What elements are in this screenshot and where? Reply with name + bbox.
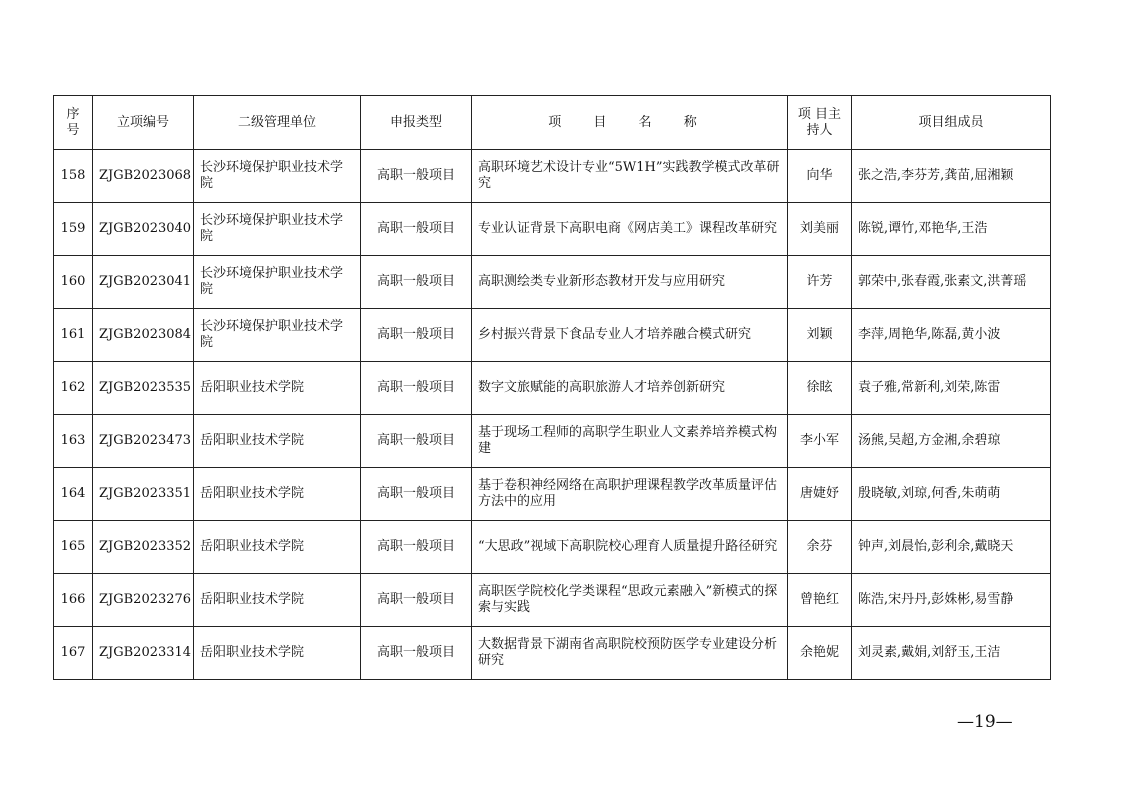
cell-host: 余芬	[788, 521, 852, 574]
cell-project-name: 高职测绘类专业新形态教材开发与应用研究	[472, 256, 788, 309]
cell-project-name: 大数据背景下湖南省高职院校预防医学专业建设分析研究	[472, 627, 788, 680]
cell-type: 高职一般项目	[361, 627, 472, 680]
cell-unit: 岳阳职业技术学院	[194, 574, 361, 627]
cell-unit: 长沙环境保护职业技术学院	[194, 150, 361, 203]
cell-seq: 166	[54, 574, 93, 627]
cell-type: 高职一般项目	[361, 362, 472, 415]
table-row	[54, 521, 1051, 574]
cell-type: 高职一般项目	[361, 415, 472, 468]
header-seq	[54, 96, 93, 150]
cell-host: 李小军	[788, 415, 852, 468]
page-number: —19—	[957, 712, 1013, 732]
header-code: 立项编号	[93, 96, 194, 150]
cell-members: 殷晓敏,刘琼,何香,朱萌萌	[852, 468, 1051, 521]
cell-seq: 161	[54, 309, 93, 362]
cell-unit: 长沙环境保护职业技术学院	[194, 203, 361, 256]
cell-host: 余艳妮	[788, 627, 852, 680]
cell-host: 刘颖	[788, 309, 852, 362]
header-unit: 二级管理单位	[194, 96, 361, 150]
cell-unit: 岳阳职业技术学院	[194, 468, 361, 521]
cell-code: ZJGB2023352	[93, 521, 194, 574]
cell-code: ZJGB2023068	[93, 150, 194, 203]
table-header-row	[54, 96, 1051, 150]
cell-host: 徐眩	[788, 362, 852, 415]
cell-seq: 167	[54, 627, 93, 680]
cell-code: ZJGB2023351	[93, 468, 194, 521]
cell-host: 刘美丽	[788, 203, 852, 256]
header-host	[788, 96, 852, 150]
header-seq-text: 序号	[66, 106, 80, 138]
cell-seq: 159	[54, 203, 93, 256]
cell-code: ZJGB2023084	[93, 309, 194, 362]
cell-seq: 160	[54, 256, 93, 309]
cell-project-name: 乡村振兴背景下食品专业人才培养融合模式研究	[472, 309, 788, 362]
cell-unit: 岳阳职业技术学院	[194, 362, 361, 415]
cell-members: 陈锐,谭竹,邓艳华,王浩	[852, 203, 1051, 256]
cell-members: 袁子雅,常新利,刘荣,陈雷	[852, 362, 1051, 415]
cell-unit: 长沙环境保护职业技术学院	[194, 309, 361, 362]
project-table-container	[53, 95, 1051, 680]
cell-type: 高职一般项目	[361, 256, 472, 309]
cell-host: 向华	[788, 150, 852, 203]
cell-unit: 长沙环境保护职业技术学院	[194, 256, 361, 309]
cell-type: 高职一般项目	[361, 309, 472, 362]
cell-seq: 164	[54, 468, 93, 521]
table-row	[54, 574, 1051, 627]
cell-members: 汤熊,吴超,方金湘,余碧琼	[852, 415, 1051, 468]
cell-type: 高职一般项目	[361, 150, 472, 203]
cell-type: 高职一般项目	[361, 521, 472, 574]
cell-members: 郭荣中,张春霞,张素文,洪菁瑶	[852, 256, 1051, 309]
cell-host: 许芳	[788, 256, 852, 309]
cell-seq: 163	[54, 415, 93, 468]
cell-type: 高职一般项目	[361, 574, 472, 627]
project-table	[53, 95, 1051, 680]
cell-code: ZJGB2023276	[93, 574, 194, 627]
cell-members: 张之浩,李芬芳,龚苗,屈湘颖	[852, 150, 1051, 203]
header-type: 申报类型	[361, 96, 472, 150]
cell-host: 曾艳红	[788, 574, 852, 627]
cell-project-name: 基于现场工程师的高职学生职业人文素养培养模式构建	[472, 415, 788, 468]
cell-seq: 158	[54, 150, 93, 203]
header-project-name: 项 目 名 称	[472, 96, 788, 150]
cell-code: ZJGB2023041	[93, 256, 194, 309]
table-row	[54, 627, 1051, 680]
cell-members: 陈浩,宋丹丹,彭姝彬,易雪静	[852, 574, 1051, 627]
header-host-text: 项 目主持人	[797, 106, 842, 138]
cell-unit: 岳阳职业技术学院	[194, 415, 361, 468]
cell-type: 高职一般项目	[361, 468, 472, 521]
cell-members: 刘灵素,戴娟,刘舒玉,王洁	[852, 627, 1051, 680]
cell-seq: 162	[54, 362, 93, 415]
cell-seq: 165	[54, 521, 93, 574]
table-row	[54, 415, 1051, 468]
cell-project-name: 高职环境艺术设计专业“5W1H”实践教学模式改革研究	[472, 150, 788, 203]
header-members: 项目组成员	[852, 96, 1051, 150]
table-row	[54, 468, 1051, 521]
table-row	[54, 150, 1051, 203]
cell-code: ZJGB2023314	[93, 627, 194, 680]
table-row	[54, 362, 1051, 415]
cell-project-name: “大思政”视域下高职院校心理育人质量提升路径研究	[472, 521, 788, 574]
cell-code: ZJGB2023473	[93, 415, 194, 468]
cell-type: 高职一般项目	[361, 203, 472, 256]
cell-project-name: 专业认证背景下高职电商《网店美工》课程改革研究	[472, 203, 788, 256]
cell-host: 唐婕妤	[788, 468, 852, 521]
table-row	[54, 203, 1051, 256]
cell-unit: 岳阳职业技术学院	[194, 521, 361, 574]
table-row	[54, 309, 1051, 362]
cell-members: 李萍,周艳华,陈磊,黄小波	[852, 309, 1051, 362]
table-row	[54, 256, 1051, 309]
cell-members: 钟声,刘晨怡,彭利余,戴晓天	[852, 521, 1051, 574]
cell-code: ZJGB2023040	[93, 203, 194, 256]
cell-project-name: 高职医学院校化学类课程“思政元素融入”新模式的探索与实践	[472, 574, 788, 627]
cell-project-name: 基于卷积神经网络在高职护理课程教学改革质量评估方法中的应用	[472, 468, 788, 521]
cell-project-name: 数字文旅赋能的高职旅游人才培养创新研究	[472, 362, 788, 415]
cell-code: ZJGB2023535	[93, 362, 194, 415]
cell-unit: 岳阳职业技术学院	[194, 627, 361, 680]
